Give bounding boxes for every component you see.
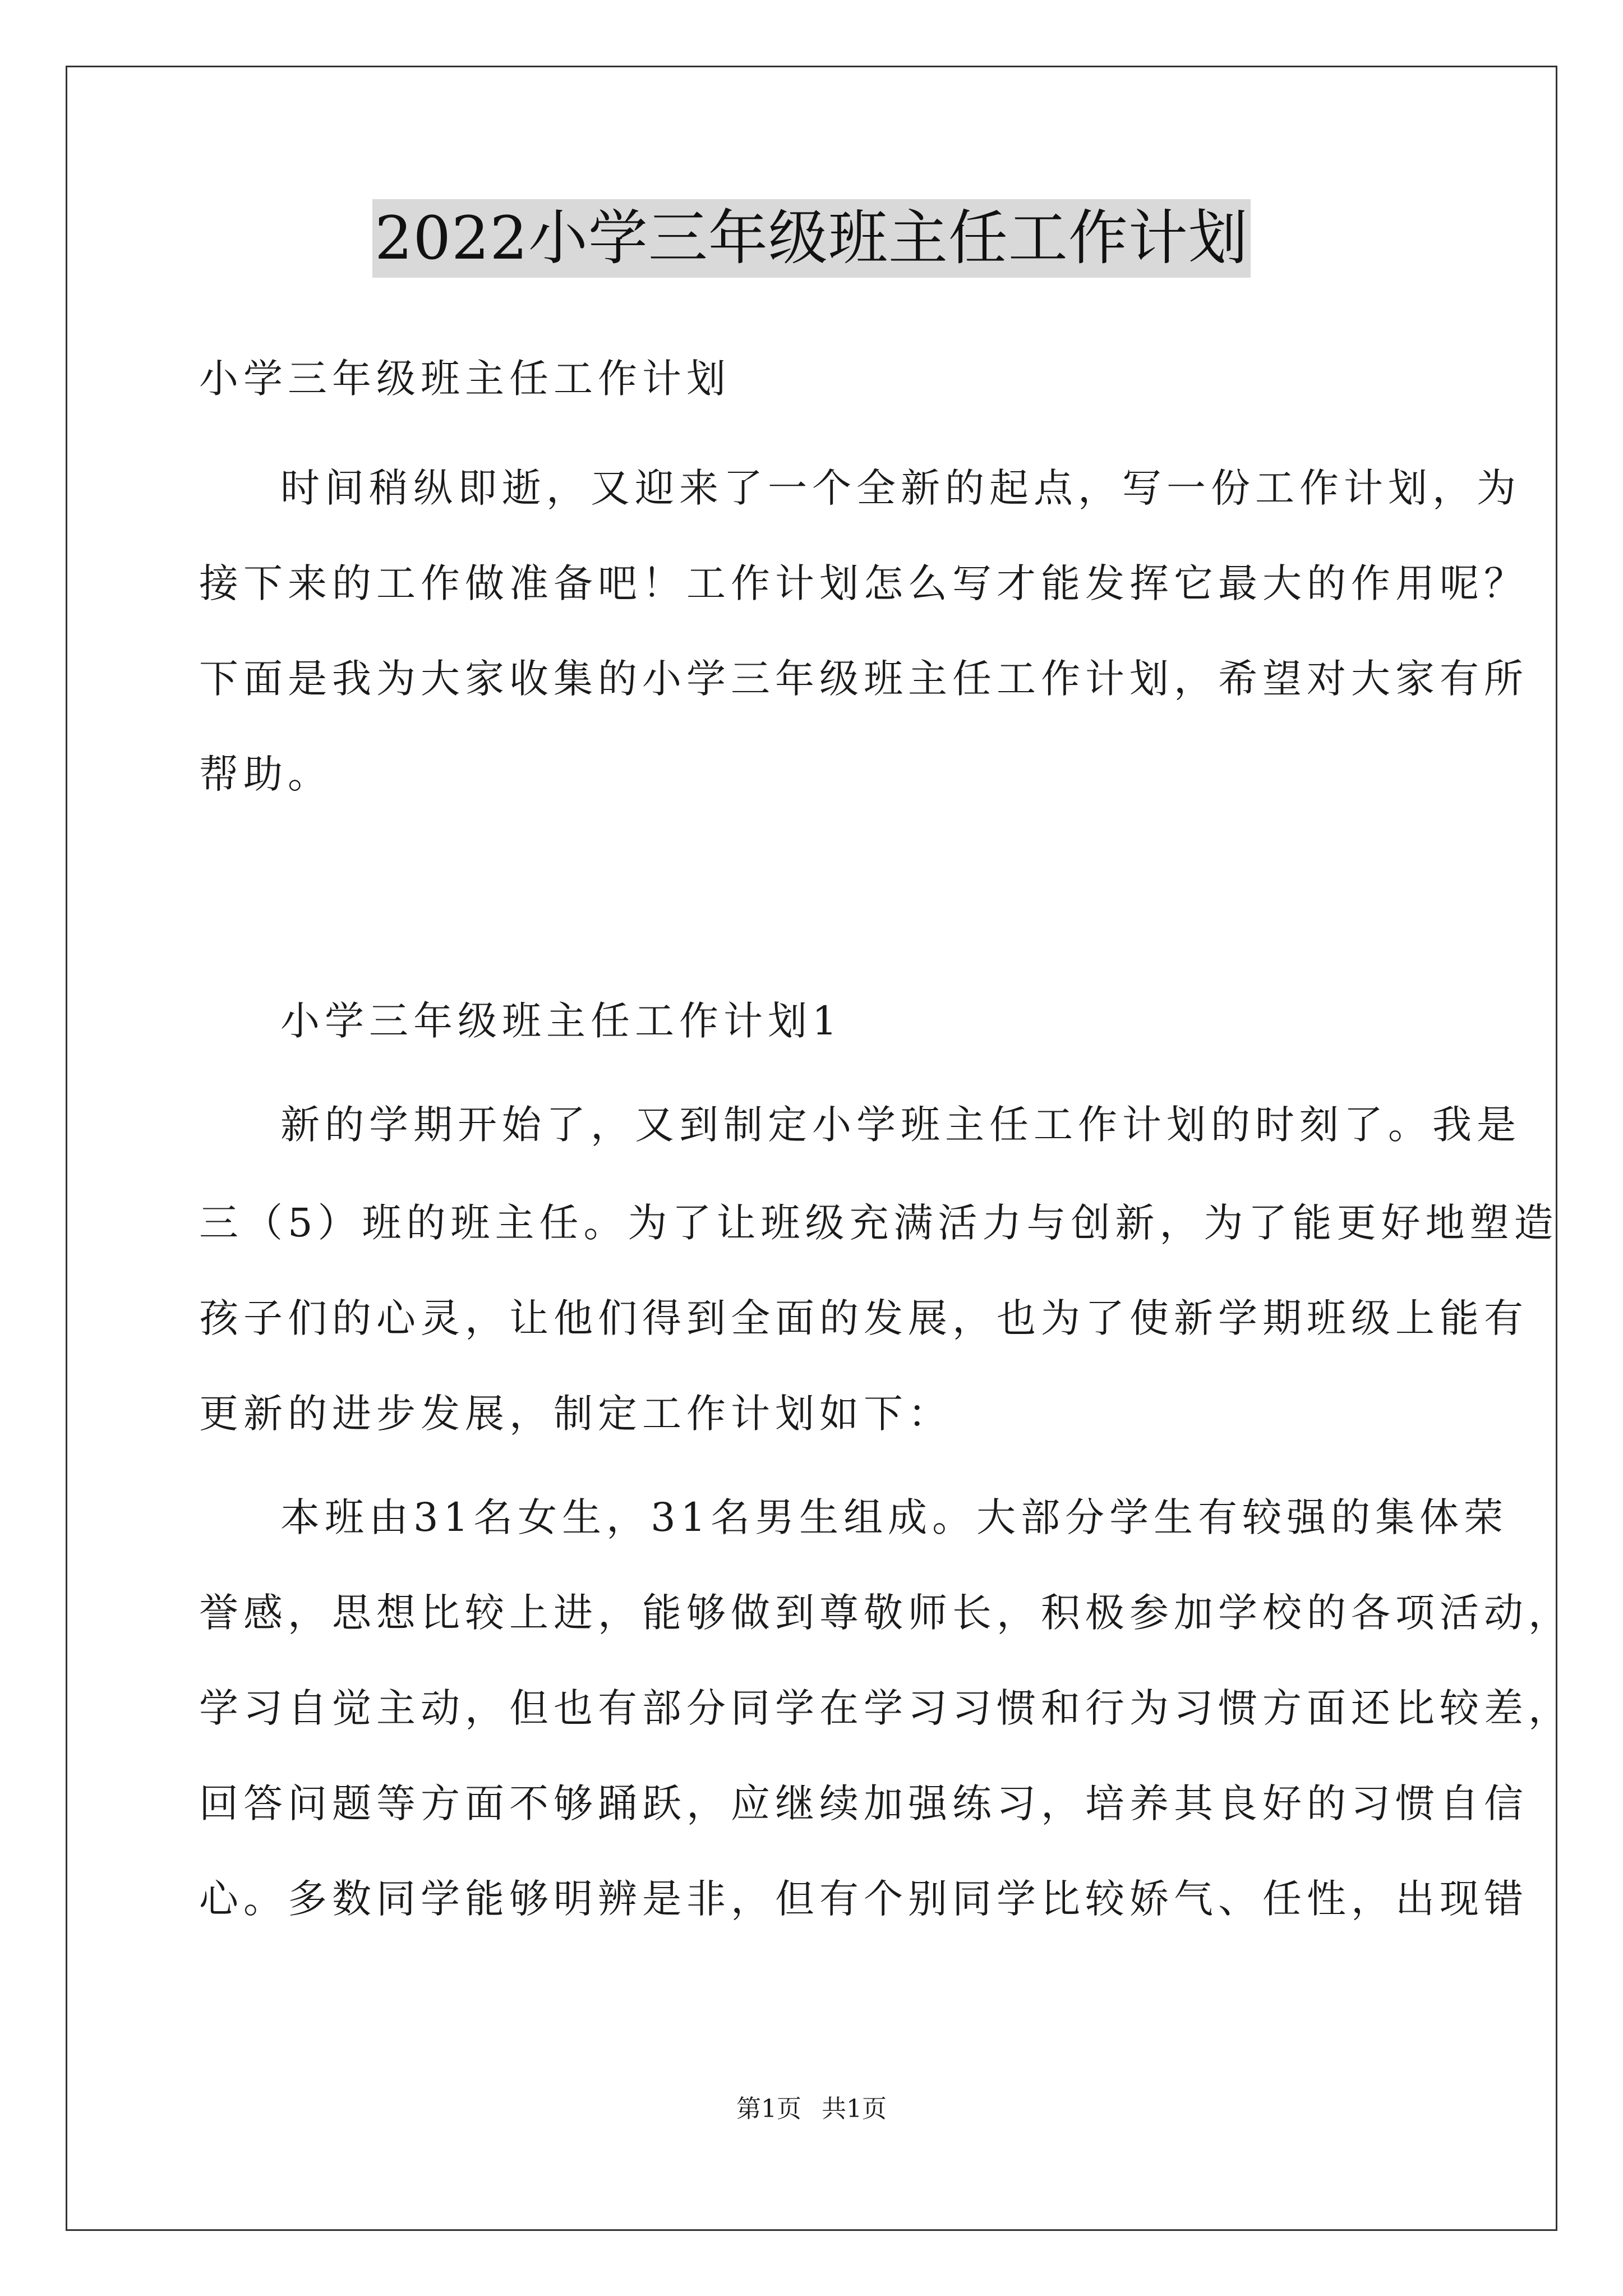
paragraph-line: 学习自觉主动，但也有部分同学在学习习惯和行为习惯方面还比较差，: [199, 1685, 1573, 1731]
intro-line: 下面是我为大家收集的小学三年级班主任工作计划，希望对大家有所: [199, 656, 1528, 702]
section-heading: 小学三年级班主任工作计划1: [280, 998, 842, 1044]
intro-line: 接下来的工作做准备吧！工作计划怎么写才能发挥它最大的作用呢？: [199, 560, 1528, 606]
intro-line: 帮助。: [199, 751, 332, 797]
paragraph-line: 孩子们的心灵，让他们得到全面的发展，也为了使新学期班级上能有: [199, 1295, 1528, 1341]
document-title: 2022小学三年级班主任工作计划: [372, 199, 1251, 278]
paragraph-line: 新的学期开始了，又到制定小学班主任工作计划的时刻了。我是: [280, 1102, 1521, 1148]
paragraph-line: 更新的进步发展，制定工作计划如下：: [199, 1391, 952, 1437]
title-container: [0, 199, 1623, 278]
page-total: 共1页: [822, 2095, 887, 2123]
document-subtitle: 小学三年级班主任工作计划: [199, 356, 731, 402]
paragraph-line: 心。多数同学能够明辨是非，但有个别同学比较娇气、任性，出现错: [199, 1876, 1528, 1922]
paragraph-line: 三（5）班的班主任。为了让班级充满活力与创新，为了能更好地塑造: [199, 1200, 1559, 1246]
page-number: 第1页: [736, 2095, 801, 2123]
paragraph-line: 本班由31名女生，31名男生组成。大部分学生有较强的集体荣: [280, 1494, 1509, 1540]
paragraph-line: 誉感，思想比较上进，能够做到尊敬师长，积极参加学校的各项活动，: [199, 1590, 1573, 1636]
paragraph-line: 回答问题等方面不够踊跃，应继续加强练习，培养其良好的习惯自信: [199, 1780, 1528, 1826]
page-footer: [0, 2092, 1623, 2126]
intro-line: 时间稍纵即逝，又迎来了一个全新的起点，写一份工作计划，为: [280, 465, 1521, 511]
